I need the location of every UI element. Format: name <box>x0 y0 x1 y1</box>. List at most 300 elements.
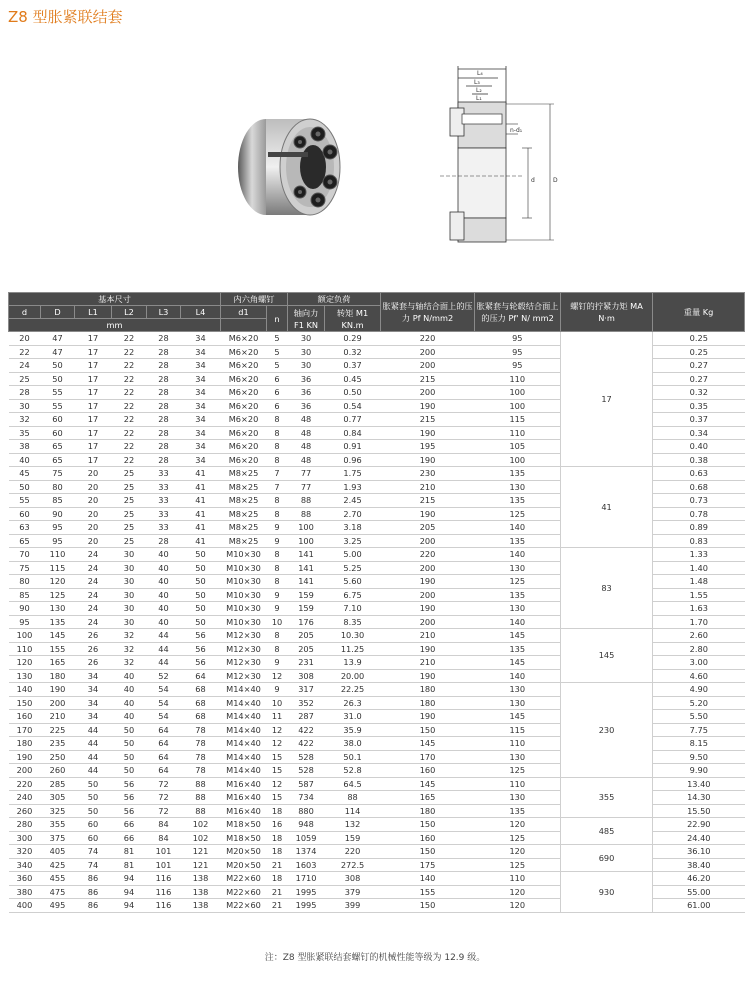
table-cell: 56 <box>181 642 221 656</box>
table-cell: 25 <box>112 521 147 535</box>
weight-cell: 0.38 <box>653 453 745 467</box>
table-cell: 72 <box>147 777 181 791</box>
weight-cell: 1.33 <box>653 548 745 562</box>
table-cell: 215 <box>381 494 475 508</box>
table-cell: 72 <box>147 804 181 818</box>
table-cell: 26 <box>75 642 112 656</box>
torque-cell: 230 <box>561 683 653 778</box>
table-cell: 95 <box>9 615 41 629</box>
table-cell: M6×20 <box>221 359 267 373</box>
table-cell: 5.60 <box>325 575 381 589</box>
table-cell: 200 <box>381 588 475 602</box>
table-cell: 30 <box>112 548 147 562</box>
weight-cell: 0.40 <box>653 440 745 454</box>
table-cell: 28 <box>147 359 181 373</box>
table-cell: 22 <box>112 372 147 386</box>
table-cell: 132 <box>325 818 381 832</box>
table-cell: 17 <box>75 399 112 413</box>
table-cell: 308 <box>325 872 381 886</box>
table-cell: 60 <box>41 413 75 427</box>
table-cell: 0.50 <box>325 386 381 400</box>
table-cell: 17 <box>75 413 112 427</box>
table-cell: 115 <box>41 561 75 575</box>
table-cell: M8×25 <box>221 534 267 548</box>
table-cell: 28 <box>147 345 181 359</box>
weight-cell: 22.90 <box>653 818 745 832</box>
table-cell: 30 <box>9 399 41 413</box>
table-cell: 88 <box>181 804 221 818</box>
table-cell: 138 <box>181 872 221 886</box>
table-cell: 200 <box>381 345 475 359</box>
table-cell: 35.9 <box>325 723 381 737</box>
table-cell: 64 <box>147 764 181 778</box>
table-cell: 50 <box>112 764 147 778</box>
header-L4: L4 <box>181 306 221 319</box>
table-cell: 116 <box>147 872 181 886</box>
table-row <box>9 629 745 643</box>
table-cell: M14×40 <box>221 737 267 751</box>
table-cell: 34 <box>75 683 112 697</box>
table-cell: 110 <box>475 426 561 440</box>
table-cell: 78 <box>181 750 221 764</box>
weight-cell: 2.80 <box>653 642 745 656</box>
table-cell: 190 <box>381 602 475 616</box>
table-cell: 36 <box>288 399 325 413</box>
table-cell: 2.45 <box>325 494 381 508</box>
table-cell: 190 <box>381 399 475 413</box>
table-cell: 34 <box>75 669 112 683</box>
table-cell: 40 <box>112 669 147 683</box>
table-cell: 115 <box>475 723 561 737</box>
table-cell: 101 <box>147 845 181 859</box>
table-cell: 125 <box>475 507 561 521</box>
table-cell: 6 <box>267 372 288 386</box>
table-cell: 18 <box>267 845 288 859</box>
table-cell: M6×20 <box>221 426 267 440</box>
table-cell: 116 <box>147 885 181 899</box>
table-cell: 44 <box>147 629 181 643</box>
table-cell: 20.00 <box>325 669 381 683</box>
table-cell: 13.9 <box>325 656 381 670</box>
table-row <box>9 777 745 791</box>
table-cell: 41 <box>181 480 221 494</box>
table-cell: M14×40 <box>221 710 267 724</box>
table-cell: 145 <box>475 710 561 724</box>
table-cell: 287 <box>288 710 325 724</box>
table-cell: 55 <box>41 399 75 413</box>
table-cell: 50 <box>181 575 221 589</box>
table-cell: 5 <box>267 332 288 346</box>
table-cell: 101 <box>147 858 181 872</box>
torque-cell: 145 <box>561 629 653 683</box>
weight-cell: 1.48 <box>653 575 745 589</box>
table-cell: M8×25 <box>221 494 267 508</box>
table-cell: 145 <box>475 656 561 670</box>
header-basic-dimensions: 基本尺寸 <box>9 293 221 306</box>
table-cell: M14×40 <box>221 723 267 737</box>
label-L2: L₂ <box>476 87 482 94</box>
table-cell: 200 <box>381 561 475 575</box>
table-cell: 20 <box>75 534 112 548</box>
table-cell: 90 <box>41 507 75 521</box>
table-cell: 25 <box>112 480 147 494</box>
header-L1: L1 <box>75 306 112 319</box>
table-cell: 95 <box>41 534 75 548</box>
table-cell: 34 <box>181 372 221 386</box>
table-cell: 120 <box>475 899 561 913</box>
table-cell: 60 <box>75 831 112 845</box>
weight-cell: 0.27 <box>653 372 745 386</box>
table-cell: 34 <box>181 332 221 346</box>
table-cell: 285 <box>41 777 75 791</box>
table-cell: 110 <box>9 642 41 656</box>
table-cell: 0.29 <box>325 332 381 346</box>
table-cell: 28 <box>147 440 181 454</box>
table-cell: 30 <box>288 359 325 373</box>
table-cell: 38.0 <box>325 737 381 751</box>
table-cell: 48 <box>288 453 325 467</box>
footnote: 注：Z8 型胀紧联结套螺钉的机械性能等级为 12.9 级。 <box>264 953 486 963</box>
table-cell: 0.96 <box>325 453 381 467</box>
table-cell: 210 <box>41 710 75 724</box>
table-cell: 305 <box>41 791 75 805</box>
table-cell: 60 <box>41 426 75 440</box>
table-cell: 160 <box>381 764 475 778</box>
table-cell: 10.30 <box>325 629 381 643</box>
table-cell: 141 <box>288 561 325 575</box>
table-cell: 8 <box>267 575 288 589</box>
table-cell: 50 <box>181 602 221 616</box>
table-cell: M10×30 <box>221 548 267 562</box>
table-cell: 138 <box>181 885 221 899</box>
table-cell: M16×40 <box>221 777 267 791</box>
table-cell: 41 <box>181 467 221 481</box>
weight-cell: 0.25 <box>653 332 745 346</box>
table-cell: 1710 <box>288 872 325 886</box>
table-cell: 175 <box>381 858 475 872</box>
table-cell: 55 <box>41 386 75 400</box>
table-cell: 200 <box>41 696 75 710</box>
table-cell: M8×25 <box>221 480 267 494</box>
table-row <box>9 683 745 697</box>
table-cell: 48 <box>288 426 325 440</box>
table-cell: 10 <box>267 696 288 710</box>
table-cell: 60 <box>75 818 112 832</box>
weight-cell: 61.00 <box>653 899 745 913</box>
table-cell: 528 <box>288 750 325 764</box>
table-cell: 165 <box>41 656 75 670</box>
weight-cell: 8.15 <box>653 737 745 751</box>
table-cell: 190 <box>381 453 475 467</box>
table-cell: 8 <box>267 548 288 562</box>
table-cell: 145 <box>381 777 475 791</box>
table-cell: 135 <box>475 804 561 818</box>
table-cell: 41 <box>181 494 221 508</box>
table-cell: 379 <box>325 885 381 899</box>
table-cell: 425 <box>41 858 75 872</box>
table-cell: 48 <box>288 440 325 454</box>
table-cell: 84 <box>147 818 181 832</box>
table-cell: 88 <box>181 791 221 805</box>
table-cell: 95 <box>41 521 75 535</box>
table-cell: 948 <box>288 818 325 832</box>
table-cell: 380 <box>9 885 41 899</box>
table-cell: 33 <box>147 480 181 494</box>
table-cell: 75 <box>9 561 41 575</box>
table-cell: 140 <box>475 669 561 683</box>
table-cell: 130 <box>9 669 41 683</box>
table-cell: 20 <box>75 467 112 481</box>
table-cell: 138 <box>181 899 221 913</box>
table-cell: 0.84 <box>325 426 381 440</box>
table-cell: 325 <box>41 804 75 818</box>
header-d1: d1 <box>221 306 267 319</box>
weight-cell: 0.27 <box>653 359 745 373</box>
table-cell: 40 <box>9 453 41 467</box>
table-cell: 40 <box>147 615 181 629</box>
table-cell: 190 <box>9 750 41 764</box>
weight-cell: 2.60 <box>653 629 745 643</box>
table-cell: 145 <box>41 629 75 643</box>
table-cell: 30 <box>112 575 147 589</box>
weight-cell: 13.40 <box>653 777 745 791</box>
table-cell: 66 <box>112 831 147 845</box>
table-cell: 200 <box>381 534 475 548</box>
table-cell: 88 <box>325 791 381 805</box>
table-cell: 0.32 <box>325 345 381 359</box>
table-cell: 94 <box>112 872 147 886</box>
torque-cell: 41 <box>561 467 653 548</box>
table-cell: 22.25 <box>325 683 381 697</box>
table-cell: 734 <box>288 791 325 805</box>
table-cell: 190 <box>381 575 475 589</box>
table-cell: 22 <box>112 426 147 440</box>
table-cell: 15 <box>267 750 288 764</box>
table-cell: 150 <box>381 899 475 913</box>
table-cell: 34 <box>75 710 112 724</box>
table-cell: 95 <box>475 359 561 373</box>
table-cell: 22 <box>112 399 147 413</box>
table-cell: 200 <box>381 359 475 373</box>
table-cell: 84 <box>147 831 181 845</box>
table-cell: 21 <box>267 885 288 899</box>
table-cell: 125 <box>41 588 75 602</box>
weight-cell: 1.55 <box>653 588 745 602</box>
weight-cell: 3.00 <box>653 656 745 670</box>
table-cell: 44 <box>75 750 112 764</box>
table-cell: 141 <box>288 575 325 589</box>
coupling-photo <box>228 112 348 222</box>
table-cell: 400 <box>9 899 41 913</box>
table-cell: 17 <box>75 426 112 440</box>
table-cell: 100 <box>475 453 561 467</box>
table-cell: 64.5 <box>325 777 381 791</box>
table-cell: 5 <box>267 359 288 373</box>
table-cell: 155 <box>41 642 75 656</box>
table-cell: 24 <box>75 602 112 616</box>
table-cell: 5 <box>267 345 288 359</box>
table-cell: 28 <box>147 413 181 427</box>
table-cell: 34 <box>181 413 221 427</box>
table-cell: 6 <box>267 399 288 413</box>
weight-cell: 1.40 <box>653 561 745 575</box>
table-cell: M22×60 <box>221 885 267 899</box>
table-cell: 475 <box>41 885 75 899</box>
table-cell: 120 <box>475 885 561 899</box>
table-cell: 34 <box>181 399 221 413</box>
table-cell: 86 <box>75 885 112 899</box>
table-cell: 86 <box>75 872 112 886</box>
table-cell: 210 <box>381 629 475 643</box>
table-cell: 50 <box>112 737 147 751</box>
table-cell: 1.75 <box>325 467 381 481</box>
table-cell: 10 <box>267 615 288 629</box>
torque-cell: 83 <box>561 548 653 629</box>
table-cell: 81 <box>112 858 147 872</box>
table-cell: 110 <box>475 872 561 886</box>
table-cell: 40 <box>147 548 181 562</box>
table-cell: 54 <box>147 696 181 710</box>
table-cell: 47 <box>41 345 75 359</box>
torque-cell: 690 <box>561 845 653 872</box>
table-cell: 44 <box>75 723 112 737</box>
table-cell: 50 <box>75 791 112 805</box>
table-cell: 34 <box>181 426 221 440</box>
table-cell: 250 <box>41 750 75 764</box>
table-cell: 231 <box>288 656 325 670</box>
table-cell: 8 <box>267 494 288 508</box>
table-cell: 80 <box>9 575 41 589</box>
table-cell: 72 <box>147 791 181 805</box>
table-cell: 25 <box>112 494 147 508</box>
weight-cell: 0.68 <box>653 480 745 494</box>
table-cell: 180 <box>381 804 475 818</box>
table-cell: 54 <box>147 683 181 697</box>
table-cell: 50 <box>9 480 41 494</box>
table-cell: 165 <box>381 791 475 805</box>
table-cell: 74 <box>75 845 112 859</box>
weight-cell: 14.30 <box>653 791 745 805</box>
table-cell: 60 <box>9 507 41 521</box>
table-cell: 50 <box>181 548 221 562</box>
table-cell: 65 <box>9 534 41 548</box>
table-cell: 22 <box>112 386 147 400</box>
table-cell: 225 <box>41 723 75 737</box>
table-cell: 50.1 <box>325 750 381 764</box>
table-cell: 1374 <box>288 845 325 859</box>
table-row <box>9 872 745 886</box>
table-cell: 12 <box>267 669 288 683</box>
table-cell: 1.93 <box>325 480 381 494</box>
table-cell: 25 <box>9 372 41 386</box>
table-cell: 160 <box>381 831 475 845</box>
table-cell: 12 <box>267 723 288 737</box>
table-cell: 40 <box>112 696 147 710</box>
table-cell: 36 <box>288 372 325 386</box>
table-cell: 25 <box>112 534 147 548</box>
table-cell: 70 <box>9 548 41 562</box>
table-cell: 56 <box>181 656 221 670</box>
table-cell: 120 <box>475 818 561 832</box>
table-cell: M16×40 <box>221 791 267 805</box>
table-cell: 210 <box>381 656 475 670</box>
table-cell: 77 <box>288 467 325 481</box>
table-cell: 5.25 <box>325 561 381 575</box>
torque-cell: 355 <box>561 777 653 818</box>
weight-cell: 0.32 <box>653 386 745 400</box>
table-cell: 176 <box>288 615 325 629</box>
table-cell: 48 <box>288 413 325 427</box>
label-L3: L₃ <box>474 79 480 86</box>
table-cell: 85 <box>9 588 41 602</box>
weight-cell: 7.75 <box>653 723 745 737</box>
table-cell: M12×30 <box>221 642 267 656</box>
table-cell: 24 <box>9 359 41 373</box>
table-cell: 140 <box>381 872 475 886</box>
table-cell: 40 <box>147 602 181 616</box>
weight-cell: 0.34 <box>653 426 745 440</box>
table-cell: 28 <box>147 426 181 440</box>
table-cell: 50 <box>181 588 221 602</box>
header-n: n <box>267 306 288 332</box>
weight-cell: 46.20 <box>653 872 745 886</box>
table-cell: 121 <box>181 845 221 859</box>
table-cell: 24 <box>75 548 112 562</box>
table-cell: 180 <box>381 696 475 710</box>
table-cell: 422 <box>288 737 325 751</box>
table-cell: 220 <box>325 845 381 859</box>
header-rated-load: 额定负荷 <box>288 293 381 306</box>
table-cell: 94 <box>112 899 147 913</box>
table-cell: 18 <box>267 872 288 886</box>
table-cell: 85 <box>41 494 75 508</box>
table-cell: 50 <box>75 777 112 791</box>
table-cell: 17 <box>75 359 112 373</box>
table-cell: 30 <box>112 602 147 616</box>
table-cell: 130 <box>475 480 561 494</box>
table-cell: 95 <box>475 332 561 346</box>
table-cell: 190 <box>381 426 475 440</box>
table-cell: 44 <box>75 764 112 778</box>
header-axial-force: 轴向力 F1 KN <box>288 306 325 332</box>
table-cell: M10×30 <box>221 602 267 616</box>
table-cell: 135 <box>475 642 561 656</box>
table-cell: M14×40 <box>221 764 267 778</box>
table-cell: 130 <box>475 750 561 764</box>
table-cell: 56 <box>112 804 147 818</box>
table-cell: 22 <box>112 359 147 373</box>
table-cell: 7 <box>267 467 288 481</box>
table-cell: 110 <box>475 737 561 751</box>
weight-cell: 0.89 <box>653 521 745 535</box>
table-cell: 88 <box>181 777 221 791</box>
table-cell: 55 <box>9 494 41 508</box>
table-cell: M20×50 <box>221 845 267 859</box>
table-cell: 68 <box>181 696 221 710</box>
table-cell: M14×40 <box>221 750 267 764</box>
table-cell: M16×40 <box>221 804 267 818</box>
table-cell: 3.18 <box>325 521 381 535</box>
table-cell: 195 <box>381 440 475 454</box>
table-cell: 56 <box>112 777 147 791</box>
table-cell: 352 <box>288 696 325 710</box>
table-cell: 41 <box>181 534 221 548</box>
table-cell: 308 <box>288 669 325 683</box>
header-tightening-torque: 螺钉的拧紧力矩 MA N·m <box>561 293 653 332</box>
header-hex-screw: 内六角螺钉 <box>221 293 288 306</box>
table-cell: 28 <box>9 386 41 400</box>
table-cell: 1995 <box>288 885 325 899</box>
